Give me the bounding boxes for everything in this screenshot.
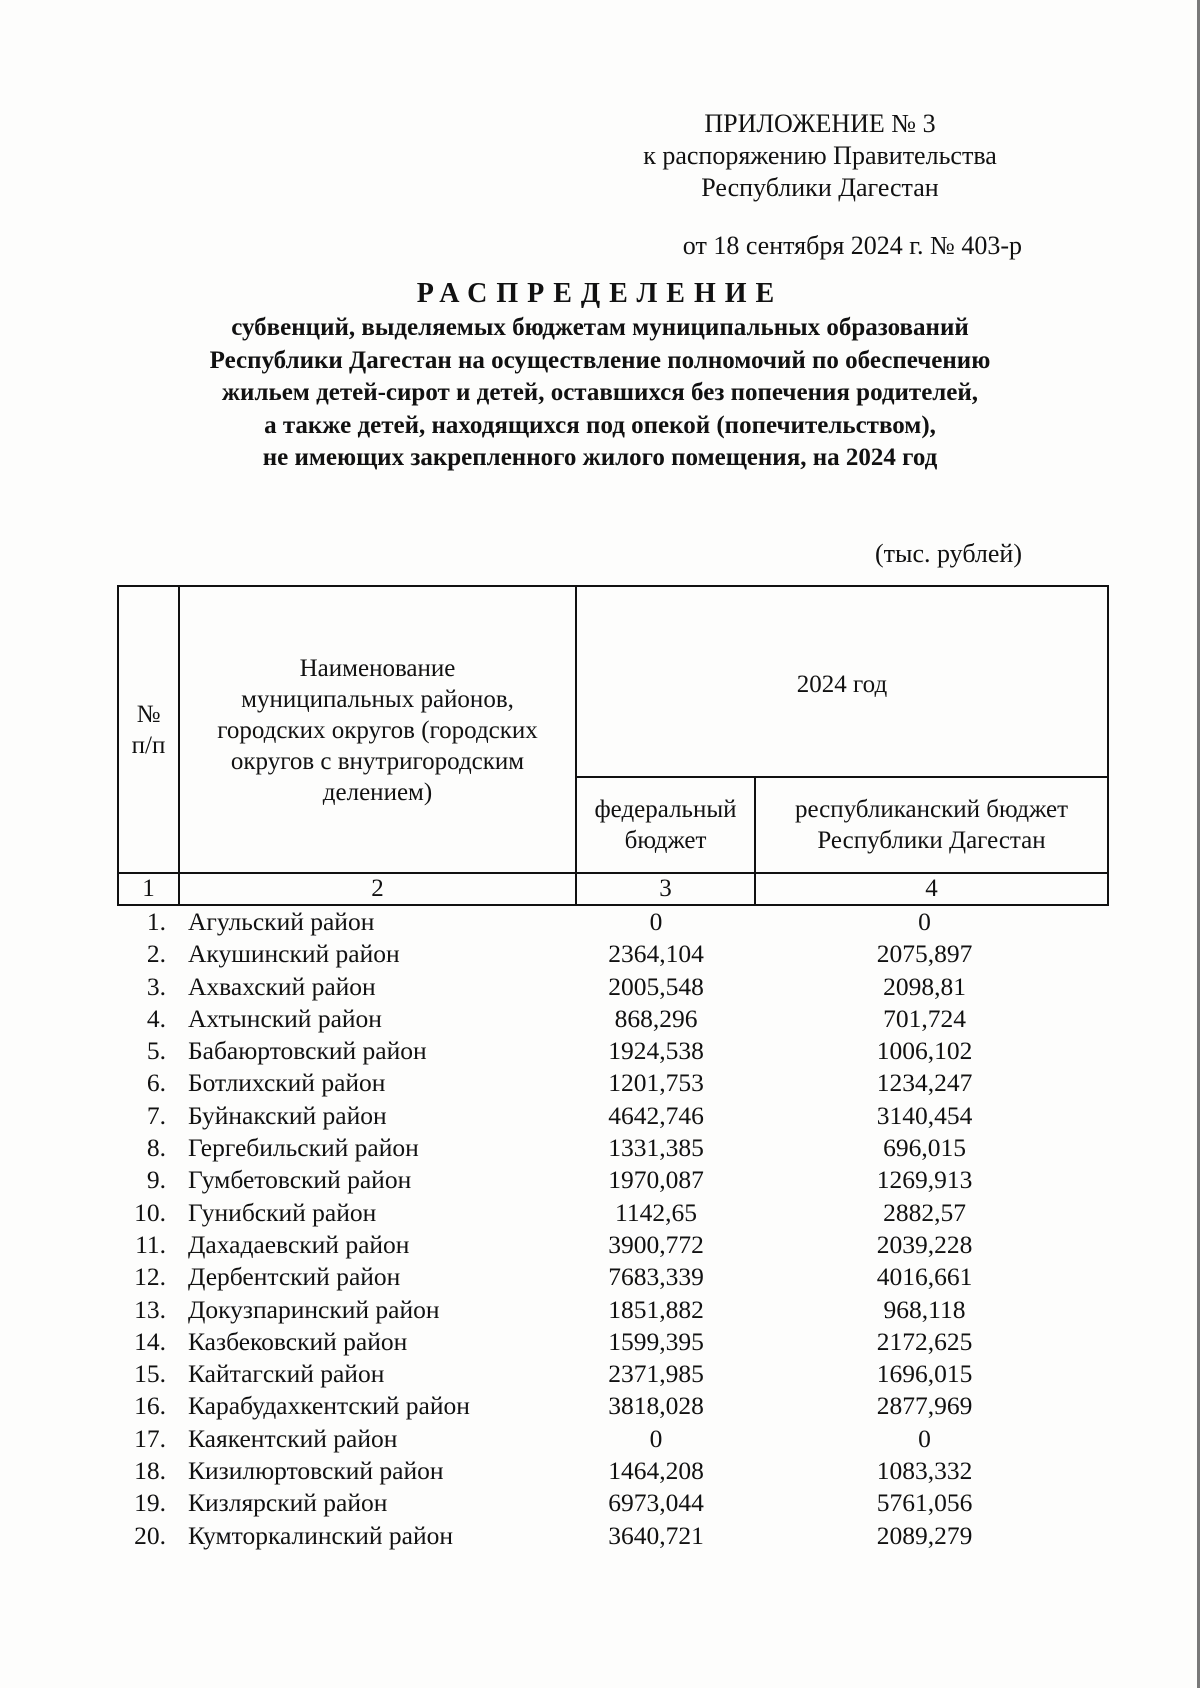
row-republic-value: 1234,247 xyxy=(876,1068,973,1098)
header-col-republic: республиканский бюджет Республики Дагестан xyxy=(755,777,1108,873)
row-number: 14. xyxy=(134,1326,166,1356)
row-name: Гумбетовский район xyxy=(188,1165,412,1195)
row-republic-value: 4016,661 xyxy=(876,1262,973,1292)
row-name: Бабаюртовский район xyxy=(188,1036,427,1066)
row-republic-value: 2882,57 xyxy=(883,1197,966,1227)
row-name: Карабудахкентский район xyxy=(188,1391,470,1421)
row-federal-value: 0 xyxy=(649,1423,663,1453)
table-row xyxy=(117,1197,1107,1229)
subtitle-line: жильем детей-сирот и детей, оставшихся без попечения родителей, xyxy=(221,379,979,406)
header-col-federal: федеральный бюджет xyxy=(576,777,755,873)
row-number: 2. xyxy=(146,939,166,969)
row-name: Акушинский район xyxy=(188,939,400,969)
row-republic-value: 0 xyxy=(918,1423,931,1453)
row-name: Каякентский район xyxy=(188,1423,398,1453)
row-federal-value: 3640,721 xyxy=(608,1520,704,1550)
row-number: 12. xyxy=(134,1262,166,1292)
row-federal-value: 1201,753 xyxy=(608,1068,704,1098)
subtitle-line: Республики Дагестан на осуществление полномочий по обеспечению xyxy=(209,346,991,374)
row-republic-value: 2877,969 xyxy=(876,1391,973,1421)
row-republic-value: 2089,279 xyxy=(876,1520,973,1550)
header-col-year: 2024 год xyxy=(576,586,1108,777)
appendix-line: Республики Дагестан xyxy=(701,173,939,202)
table-row xyxy=(117,1326,1107,1358)
row-federal-value: 7683,339 xyxy=(608,1262,704,1292)
header-col-number: № п/п xyxy=(118,586,179,873)
row-federal-value: 3900,772 xyxy=(608,1229,704,1259)
table-row xyxy=(117,1520,1107,1552)
table-row xyxy=(117,1358,1107,1390)
table-body xyxy=(117,906,1107,1552)
document-title: РАСПРЕДЕЛЕНИЕ xyxy=(416,278,784,309)
row-name: Кумторкалинский район xyxy=(188,1520,453,1550)
row-number: 15. xyxy=(134,1359,166,1389)
row-name: Буйнакский район xyxy=(188,1100,387,1130)
row-number: 5. xyxy=(146,1036,166,1066)
row-number: 8. xyxy=(146,1133,166,1163)
row-federal-value: 2005,548 xyxy=(608,971,704,1001)
row-federal-value: 1464,208 xyxy=(608,1456,704,1486)
table-row xyxy=(117,1487,1107,1519)
row-federal-value: 2371,985 xyxy=(608,1359,704,1389)
row-name: Ахтынский район xyxy=(188,1003,382,1033)
subtitle-line: субвенций, выделяемых бюджетам муниципальных образований xyxy=(231,314,969,341)
row-federal-value: 2364,104 xyxy=(608,939,704,969)
row-federal-value: 3818,028 xyxy=(608,1391,704,1421)
table-row xyxy=(117,971,1107,1003)
row-republic-value: 2075,897 xyxy=(876,939,973,969)
row-number: 1. xyxy=(146,907,166,936)
row-name: Дахадаевский район xyxy=(188,1229,410,1259)
table-row xyxy=(117,1164,1107,1196)
table-row xyxy=(117,1261,1107,1293)
header-number-cell: 4 xyxy=(755,873,1108,905)
table-header xyxy=(117,585,1109,906)
row-federal-value: 0 xyxy=(649,907,663,936)
table-row xyxy=(117,1294,1107,1326)
row-republic-value: 5761,056 xyxy=(876,1488,973,1518)
header-col-name: Наименование муниципальных районов, городских округов (городских округов с внутригородским делением) xyxy=(179,586,576,873)
row-name: Гергебильский район xyxy=(188,1133,419,1163)
header-number-cell: 3 xyxy=(576,873,755,905)
table-row xyxy=(117,1100,1107,1132)
row-number: 13. xyxy=(134,1294,166,1324)
table-row xyxy=(117,906,1107,938)
row-name: Агульский район xyxy=(188,907,375,936)
row-number: 19. xyxy=(134,1488,166,1518)
row-republic-value: 696,015 xyxy=(883,1133,966,1163)
row-number: 9. xyxy=(146,1165,166,1195)
row-federal-value: 6973,044 xyxy=(608,1488,704,1518)
row-republic-value: 1269,913 xyxy=(876,1165,973,1195)
row-republic-value: 3140,454 xyxy=(876,1100,973,1130)
subtitle-line: а также детей, находящихся под опекой (попечительством), xyxy=(264,411,936,439)
row-number: 18. xyxy=(134,1456,166,1486)
row-name: Кизлярский район xyxy=(188,1488,388,1518)
row-number: 10. xyxy=(134,1197,166,1227)
header-number-cell: 1 xyxy=(118,873,179,905)
table-row xyxy=(117,1455,1107,1487)
row-republic-value: 968,118 xyxy=(883,1294,966,1324)
appendix-line: к распоряжению Правительства xyxy=(643,141,997,170)
table-row xyxy=(117,1035,1107,1067)
row-name: Гунибский район xyxy=(188,1197,377,1227)
row-name: Кайтагский район xyxy=(188,1359,385,1389)
row-federal-value: 1142,65 xyxy=(615,1197,697,1227)
appendix-block xyxy=(560,108,1080,262)
row-republic-value: 1696,015 xyxy=(876,1359,973,1389)
row-federal-value: 868,296 xyxy=(614,1003,698,1033)
row-number: 7. xyxy=(146,1100,166,1130)
row-name: Докузпаринский район xyxy=(188,1294,440,1324)
appendix-date: от 18 сентября 2024 г. № 403-р xyxy=(682,231,1022,260)
units-label: (тыс. рублей) xyxy=(874,539,1022,568)
row-name: Казбековский район xyxy=(188,1326,408,1356)
row-number: 4. xyxy=(146,1003,166,1033)
row-republic-value: 1006,102 xyxy=(876,1036,973,1066)
row-number: 11. xyxy=(135,1229,166,1259)
row-republic-value: 2098,81 xyxy=(883,971,966,1001)
row-republic-value: 2172,625 xyxy=(876,1326,973,1356)
table-row xyxy=(117,1132,1107,1164)
row-number: 6. xyxy=(146,1068,166,1098)
row-federal-value: 1851,882 xyxy=(608,1294,704,1324)
row-federal-value: 1970,087 xyxy=(608,1165,704,1195)
table-row xyxy=(117,1067,1107,1099)
appendix-title: ПРИЛОЖЕНИЕ № 3 xyxy=(704,109,936,138)
row-federal-value: 1924,538 xyxy=(608,1036,704,1066)
row-federal-value: 1599,395 xyxy=(608,1326,704,1356)
table-row xyxy=(117,1423,1107,1455)
subtitle-line: не имеющих закрепленного жилого помещения, на 2024 год xyxy=(262,444,938,471)
row-republic-value: 2039,228 xyxy=(876,1229,973,1259)
header-number-cell: 2 xyxy=(179,873,576,905)
row-name: Ботлихский район xyxy=(188,1068,386,1098)
heading-block xyxy=(0,276,1200,475)
row-name: Дербентский район xyxy=(188,1262,401,1292)
table-row xyxy=(117,938,1107,970)
row-republic-value: 0 xyxy=(918,907,931,936)
table-row xyxy=(117,1229,1107,1261)
row-number: 3. xyxy=(146,971,166,1001)
row-number: 20. xyxy=(134,1520,166,1550)
row-name: Кизилюртовский район xyxy=(188,1456,444,1486)
table-row xyxy=(117,1003,1107,1035)
table-row xyxy=(117,1390,1107,1422)
row-number: 16. xyxy=(134,1391,166,1421)
row-federal-value: 4642,746 xyxy=(608,1100,704,1130)
row-number: 17. xyxy=(134,1423,166,1453)
row-federal-value: 1331,385 xyxy=(608,1133,704,1163)
row-name: Ахвахский район xyxy=(188,971,376,1001)
row-republic-value: 701,724 xyxy=(883,1003,966,1033)
row-republic-value: 1083,332 xyxy=(876,1456,973,1486)
